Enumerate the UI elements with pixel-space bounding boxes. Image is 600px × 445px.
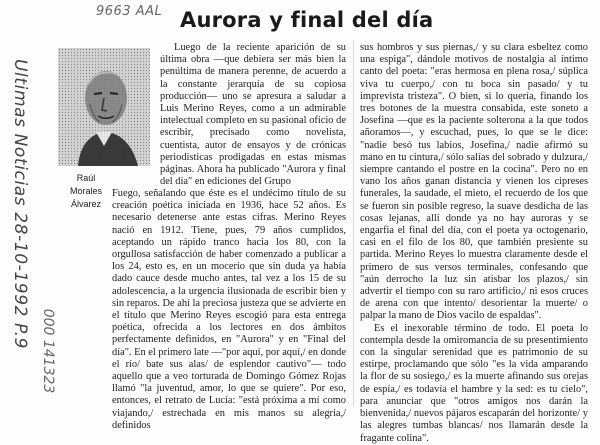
- author-middle-name: Morales: [69, 186, 102, 196]
- article-paragraph: Fuego, señalando que éste es el undécimo título de su creación poética iniciada en 1936, hace 52 años. Es necesario detenerse ante estas cifras. Merino Reyes nació en 1912. Tiene, pues, 79 años cumplidos, aceptando un rápido tranco hacia los 80, con la orgullosa satisfacción de haber comenzado a publicar a los 24, esto es, en un mocerío que sin duda ya había dado cauce desde mucho antes, tal vez a los 15 de su adolescencia, a la urgencia ilusionada de escribir bien y sin reparos. De ahí la preciosa justeza que se advierte en el título que Merino Reyes escogió para esta entrega poética, ofrecida a los lectores en dos ámbitos perfectamente definidos, en "Aurora" y en "Final del día". En el primero late —"por aquí, por aquí,/ en donde el río/ bate sus alas/ de esplendor cautivo"— todo aquello que a veo torturada de Domingo Gómez Rojas llamó "la juventud, amor, lo que se quiere". Por eso, entonces, el retrato de Lucía: "está próxima a mí como viajando,/ estrechada en mis manos su alegría,/ definidos: [112, 188, 346, 431]
- catalog-number: 9663 AAL: [96, 4, 163, 19]
- article-column-1-bottom: [112, 188, 346, 432]
- article-column-2: [360, 42, 588, 445]
- handwritten-date-text: Ultimas Noticias 28-10-1992 P.9: [10, 59, 30, 349]
- author-portrait-image: [58, 48, 150, 166]
- article-paragraph: Es el inexorable término de todo. El poeta lo contempla desde la omiromancia de su presentimiento con la singular serenidad que es patrimonio de su estirpe, proclamando que sólo "es la vida amparando la flor de su sosiego,/ es la muerte afinando sus orejas de espía,/ es todavía el hambre y la sed: es tu cielo", para anunciar que "otros amigos nos darán la bienvenida,/ nuevos pájaros escaparán del horizonte/ y las alegres tumbas blancas/ nos llamarán desde la fragante colina".: [360, 322, 588, 444]
- article-column-1-top: [160, 42, 346, 188]
- article-paragraph: Luego de la reciente aparición de su última obra —que debiera ser más bien la penúltima de manera perenne, de acuerdo a la constante jerarquía de su copiosa producción— uno se apresura a saludar a Luis Merino Reyes, como a un admirable intelectual completo en su pasional oficio de escribir, precisado como novelista, cuentista, autor de ensayos y de crónicas periodísticas prodigadas en estas mismas páginas. Ahora ha publicado "Aurora y final del día" en ediciones del Grupo: [160, 42, 346, 188]
- article-paragraph: sus hombros y sus piernas,/ y su clara esbeltez como una espiga", dándole motivos de nostalgia al íntimo canto del poeta: "eras hermosa en plena rosa,/ súplica viva tu cuerpo,/ con tu boca sin pasado/ y tu imprevista tristeza". O bien, si lo quería, finando los tres botones de la muestra consabida, este soneto a Josefina —que es la paciente solterona a la que todos añoramos—, y escuchad, pues, lo que se le dice: "nadie besó tus labios, Josefina,/ nadie afirmó su mano en tu cintura,/ sólo salías del sobrado y dulzura,/ siempre cantando el postre en la cocina". Pero no en vano los años ganan distancia y vienen los cipreses funerales, la saudade, el mieto, el recuerdo de los que se fueron sin posible regreso, la suave desdicha de las cosas lejanas, allí donde ya no hay auroras y se engarfia el final del día, con el poeta ya octogenario, casi en el filo de los 80, que también presiente su partida. Merino Reyes lo muestra claramente desde el primero de sus versos terminales, confesando que "aún derrocho la luz sin atisbar los plazos,/ sin advertir el tiempo con su raro artificio,/ ni esos cruces de arena con que intento/ desorientar la muerte/ o palpar la mano de Dios vacilo de espaldas".: [360, 42, 588, 322]
- author-byline: [60, 172, 112, 211]
- handwritten-id-text: 000 141323: [40, 308, 56, 394]
- author-last-name: Álvarez: [70, 199, 101, 209]
- article-title: Aurora y final del día: [180, 8, 434, 32]
- author-portrait: [58, 48, 150, 166]
- handwritten-id-note: [38, 306, 58, 396]
- author-first-name: Raúl: [76, 173, 96, 183]
- handwritten-date-note: [4, 4, 30, 404]
- column-divider: [353, 40, 354, 406]
